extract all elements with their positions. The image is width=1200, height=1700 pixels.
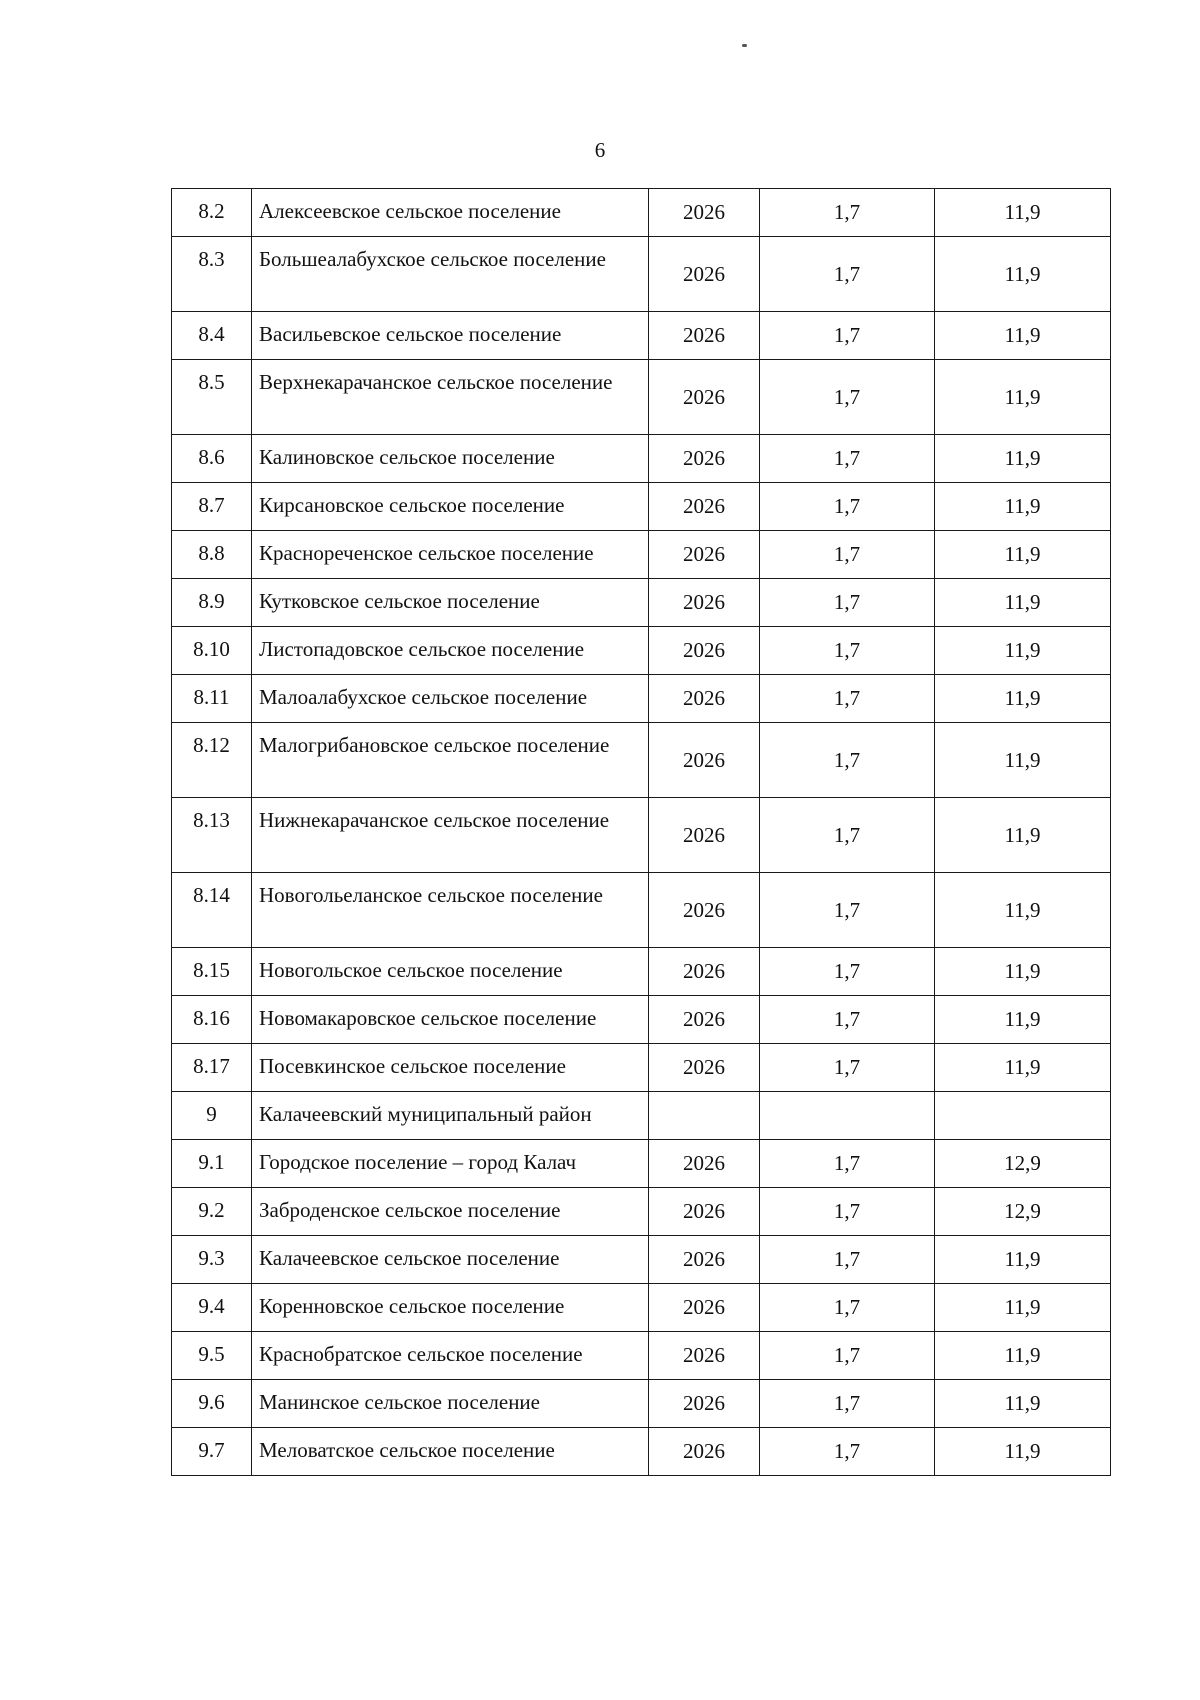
value-2-cell: 11,9 xyxy=(935,1284,1111,1332)
value-2-cell: 11,9 xyxy=(935,1332,1111,1380)
settlement-name: Верхнекарачанское сельское поселение xyxy=(252,360,649,435)
row-number: 9.2 xyxy=(172,1188,252,1236)
settlement-name: Алексеевское сельское поселение xyxy=(252,189,649,237)
year-cell: 2026 xyxy=(649,531,760,579)
row-number: 8.6 xyxy=(172,435,252,483)
row-number: 8.14 xyxy=(172,873,252,948)
settlement-name: Калачеевский муниципальный район xyxy=(252,1092,649,1140)
table-row xyxy=(172,627,1111,675)
settlement-name: Кирсановское сельское поселение xyxy=(252,483,649,531)
year-cell: 2026 xyxy=(649,1236,760,1284)
value-1-cell: 1,7 xyxy=(760,1332,935,1380)
year-cell xyxy=(649,1092,760,1140)
year-cell: 2026 xyxy=(649,1380,760,1428)
value-2-cell: 11,9 xyxy=(935,996,1111,1044)
table-row xyxy=(172,1140,1111,1188)
table-row xyxy=(172,996,1111,1044)
value-1-cell: 1,7 xyxy=(760,579,935,627)
settlement-name: Нижнекарачанское сельское поселение xyxy=(252,798,649,873)
row-number: 8.4 xyxy=(172,312,252,360)
value-2-cell: 11,9 xyxy=(935,873,1111,948)
value-1-cell: 1,7 xyxy=(760,1044,935,1092)
value-2-cell: 11,9 xyxy=(935,627,1111,675)
table-row xyxy=(172,675,1111,723)
row-number: 8.10 xyxy=(172,627,252,675)
value-1-cell: 1,7 xyxy=(760,723,935,798)
value-2-cell: 12,9 xyxy=(935,1188,1111,1236)
row-number: 8.2 xyxy=(172,189,252,237)
table-row xyxy=(172,189,1111,237)
value-2-cell: 11,9 xyxy=(935,675,1111,723)
row-number: 9.6 xyxy=(172,1380,252,1428)
value-2-cell: 11,9 xyxy=(935,579,1111,627)
settlement-name: Посевкинское сельское поселение xyxy=(252,1044,649,1092)
value-2-cell: 11,9 xyxy=(935,1044,1111,1092)
table-row xyxy=(172,483,1111,531)
row-number: 8.11 xyxy=(172,675,252,723)
page-number: 6 xyxy=(594,138,606,162)
value-1-cell: 1,7 xyxy=(760,189,935,237)
value-1-cell: 1,7 xyxy=(760,531,935,579)
row-number: 8.8 xyxy=(172,531,252,579)
value-1-cell: 1,7 xyxy=(760,996,935,1044)
value-2-cell: 11,9 xyxy=(935,189,1111,237)
value-2-cell: 11,9 xyxy=(935,948,1111,996)
settlement-name: Листопадовское сельское поселение xyxy=(252,627,649,675)
value-1-cell: 1,7 xyxy=(760,483,935,531)
row-number: 8.16 xyxy=(172,996,252,1044)
value-2-cell: 11,9 xyxy=(935,1236,1111,1284)
scan-speck xyxy=(742,44,747,47)
table-row xyxy=(172,531,1111,579)
year-cell: 2026 xyxy=(649,798,760,873)
row-number: 8.3 xyxy=(172,237,252,312)
year-cell: 2026 xyxy=(649,312,760,360)
row-number: 8.12 xyxy=(172,723,252,798)
value-2-cell xyxy=(935,1092,1111,1140)
value-2-cell: 11,9 xyxy=(935,1380,1111,1428)
value-1-cell: 1,7 xyxy=(760,435,935,483)
year-cell: 2026 xyxy=(649,1140,760,1188)
settlement-name: Заброденское сельское поселение xyxy=(252,1188,649,1236)
value-2-cell: 11,9 xyxy=(935,798,1111,873)
value-1-cell: 1,7 xyxy=(760,1140,935,1188)
table-row xyxy=(172,360,1111,435)
value-1-cell: 1,7 xyxy=(760,1284,935,1332)
table-row xyxy=(172,798,1111,873)
table-row xyxy=(172,1332,1111,1380)
row-number: 8.7 xyxy=(172,483,252,531)
value-2-cell: 11,9 xyxy=(935,531,1111,579)
value-2-cell: 11,9 xyxy=(935,237,1111,312)
settlement-name: Краснобратское сельское поселение xyxy=(252,1332,649,1380)
table-row xyxy=(172,873,1111,948)
value-2-cell: 11,9 xyxy=(935,435,1111,483)
year-cell: 2026 xyxy=(649,1284,760,1332)
value-1-cell: 1,7 xyxy=(760,627,935,675)
settlement-name: Васильевское сельское поселение xyxy=(252,312,649,360)
row-number: 8.17 xyxy=(172,1044,252,1092)
value-1-cell: 1,7 xyxy=(760,798,935,873)
settlement-name: Кутковское сельское поселение xyxy=(252,579,649,627)
value-1-cell: 1,7 xyxy=(760,873,935,948)
settlement-name: Меловатское сельское поселение xyxy=(252,1428,649,1476)
settlement-name: Новомакаровское сельское поселение xyxy=(252,996,649,1044)
table-row xyxy=(172,435,1111,483)
value-1-cell xyxy=(760,1092,935,1140)
row-number: 9.7 xyxy=(172,1428,252,1476)
value-1-cell: 1,7 xyxy=(760,1380,935,1428)
row-number: 9.5 xyxy=(172,1332,252,1380)
table-row xyxy=(172,312,1111,360)
settlement-name: Большеалабухское сельское поселение xyxy=(252,237,649,312)
year-cell: 2026 xyxy=(649,627,760,675)
value-2-cell: 11,9 xyxy=(935,360,1111,435)
value-2-cell: 11,9 xyxy=(935,723,1111,798)
year-cell: 2026 xyxy=(649,579,760,627)
table-row xyxy=(172,1428,1111,1476)
year-cell: 2026 xyxy=(649,360,760,435)
settlement-name: Калачеевское сельское поселение xyxy=(252,1236,649,1284)
year-cell: 2026 xyxy=(649,723,760,798)
table-row xyxy=(172,1188,1111,1236)
year-cell: 2026 xyxy=(649,873,760,948)
row-number: 9.1 xyxy=(172,1140,252,1188)
row-number: 9.3 xyxy=(172,1236,252,1284)
year-cell: 2026 xyxy=(649,996,760,1044)
value-1-cell: 1,7 xyxy=(760,360,935,435)
settlement-name: Малоалабухское сельское поселение xyxy=(252,675,649,723)
year-cell: 2026 xyxy=(649,675,760,723)
value-2-cell: 12,9 xyxy=(935,1140,1111,1188)
value-1-cell: 1,7 xyxy=(760,237,935,312)
row-number: 8.13 xyxy=(172,798,252,873)
table-row xyxy=(172,723,1111,798)
row-number: 8.15 xyxy=(172,948,252,996)
year-cell: 2026 xyxy=(649,435,760,483)
settlement-name: Новогольское сельское поселение xyxy=(252,948,649,996)
year-cell: 2026 xyxy=(649,1188,760,1236)
settlement-name: Коренновское сельское поселение xyxy=(252,1284,649,1332)
settlement-name: Манинское сельское поселение xyxy=(252,1380,649,1428)
year-cell: 2026 xyxy=(649,948,760,996)
value-2-cell: 11,9 xyxy=(935,483,1111,531)
value-1-cell: 1,7 xyxy=(760,1236,935,1284)
table-row xyxy=(172,1236,1111,1284)
row-number: 9 xyxy=(172,1092,252,1140)
value-2-cell: 11,9 xyxy=(935,1428,1111,1476)
value-1-cell: 1,7 xyxy=(760,1428,935,1476)
settlement-name: Городское поселение – город Калач xyxy=(252,1140,649,1188)
value-1-cell: 1,7 xyxy=(760,1188,935,1236)
value-2-cell: 11,9 xyxy=(935,312,1111,360)
year-cell: 2026 xyxy=(649,237,760,312)
value-1-cell: 1,7 xyxy=(760,312,935,360)
settlements-table xyxy=(171,188,1111,1476)
table-row xyxy=(172,1284,1111,1332)
row-number: 9.4 xyxy=(172,1284,252,1332)
row-number: 8.9 xyxy=(172,579,252,627)
table-row xyxy=(172,948,1111,996)
value-1-cell: 1,7 xyxy=(760,948,935,996)
settlement-name: Краснореченское сельское поселение xyxy=(252,531,649,579)
year-cell: 2026 xyxy=(649,483,760,531)
table-row xyxy=(172,579,1111,627)
row-number: 8.5 xyxy=(172,360,252,435)
table-row xyxy=(172,1092,1111,1140)
table-row xyxy=(172,237,1111,312)
settlement-name: Калиновское сельское поселение xyxy=(252,435,649,483)
year-cell: 2026 xyxy=(649,189,760,237)
table-row xyxy=(172,1044,1111,1092)
year-cell: 2026 xyxy=(649,1332,760,1380)
table-row xyxy=(172,1380,1111,1428)
settlement-name: Малогрибановское сельское поселение xyxy=(252,723,649,798)
settlement-name: Новогольеланское сельское поселение xyxy=(252,873,649,948)
year-cell: 2026 xyxy=(649,1428,760,1476)
table-body xyxy=(172,189,1111,1476)
year-cell: 2026 xyxy=(649,1044,760,1092)
value-1-cell: 1,7 xyxy=(760,675,935,723)
